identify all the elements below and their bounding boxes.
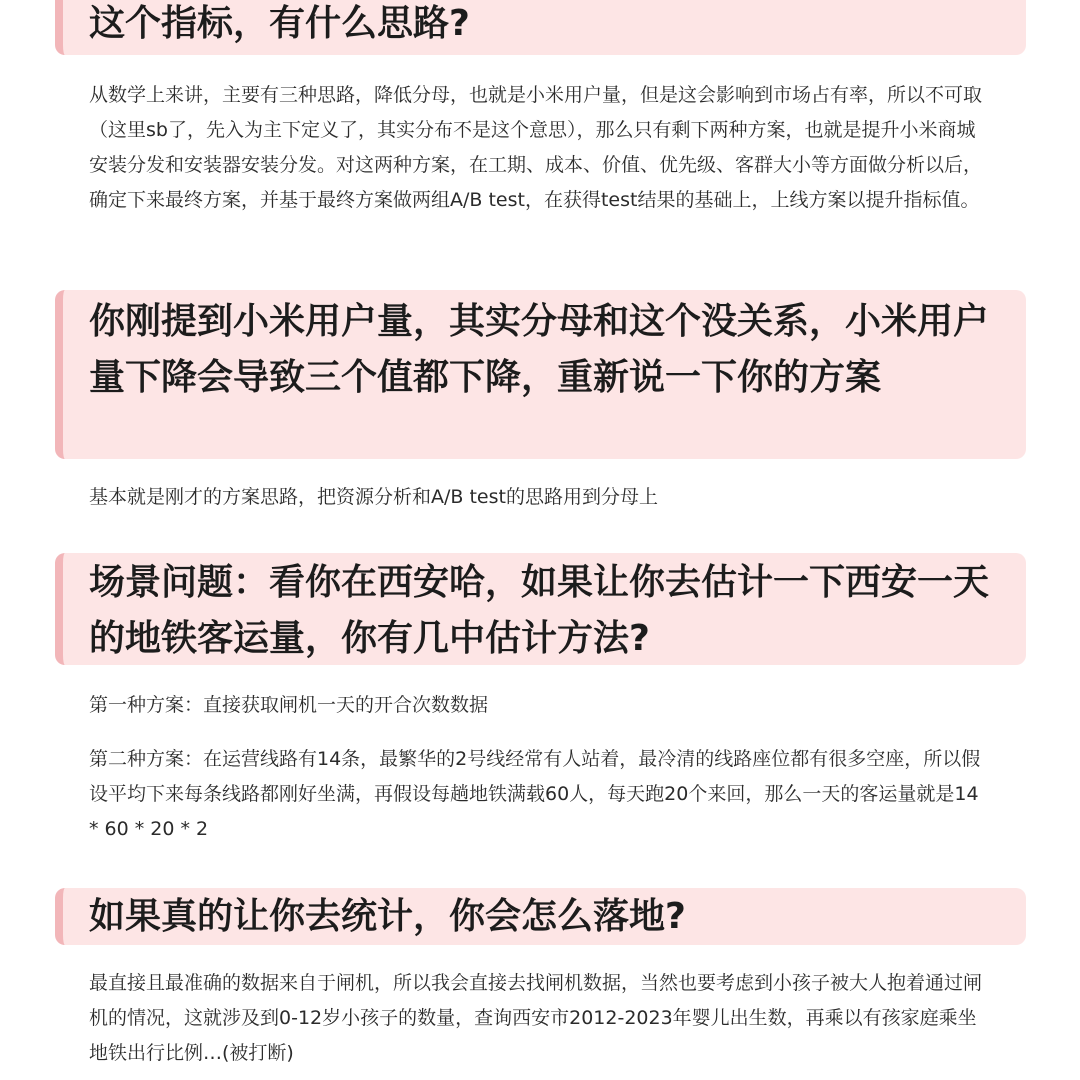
answer-text-2-1: 基本就是刚才的方案思路，把资源分析和A/B test的思路用到分母上 [89,486,658,508]
answer-text-3-2: 第二种方案：在运营线路有14条，最繁华的2号线经常有人站着，最冷清的线路座位都有很多空座，所以假设平均下来每条线路都刚好坐满，再假设每趟地铁满载60人，每天跑20个来回，那么一天的客运量就是14 * 60 * 20 * 2 [89,748,981,840]
answer-block-2 [89,480,989,515]
question-text-3: 场景问题：看你在西安哈，如果让你去估计一下西安一天的地铁客运量，你有几中估计方法? [89,562,990,659]
question-text-4: 如果真的让你去统计，你会怎么落地? [89,896,686,937]
answer-text-3-1: 第一种方案：直接获取闸机一天的开合次数数据 [89,694,489,716]
question-text-2: 你刚提到小米用户量，其实分母和这个没关系，小米用户量下降会导致三个值都下降，重新说一下你的方案 [89,301,990,398]
question-heading-3 [55,553,1026,665]
question-text-1: 这个指标，有什么思路? [89,3,470,44]
answer-block-3 [89,688,989,847]
question-heading-2 [55,290,1026,459]
answer-block-4 [89,966,989,1071]
question-heading-4 [55,888,1026,945]
answer-block-1 [89,78,989,218]
answer-text-4-1: 最直接且最准确的数据来自于闸机，所以我会直接去找闸机数据，当然也要考虑到小孩子被大人抱着通过闸机的情况，这就涉及到0-12岁小孩子的数量，查询西安市2012-2023年婴儿出生数，再乘以有孩家庭乘坐地铁出行比例…(被打断) [89,972,983,1064]
answer-text-1-1: 从数学上来讲，主要有三种思路，降低分母，也就是小米用户量，但是这会影响到市场占有率，所以不可取（这里sb了，先入为主下定义了，其实分布不是这个意思），那么只有剩下两种方案，也就是提升小米商城安装分发和安装器安装分发。对这两种方案，在工期、成本、价值、优先级、客群大小等方面做分析以后，确定下来最终方案，并基于最终方案做两组A/B test，在获得test结果的基础上，上线方案以提升指标值。 [89,84,983,211]
question-heading-1 [55,0,1026,55]
